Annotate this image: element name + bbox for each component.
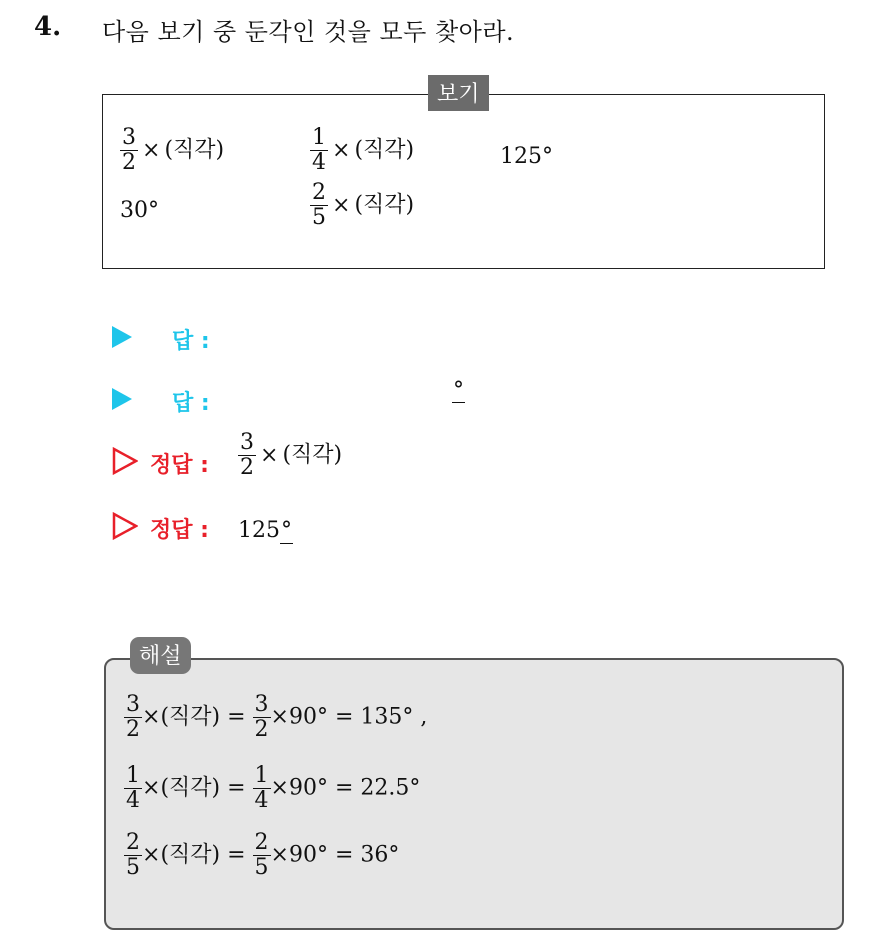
bogi-label: 보기 — [428, 75, 489, 111]
bogi-item-1: $\frac{3}{2}$ × (직각) — [122, 125, 225, 175]
fraction: $\frac{2}{5}$ — [126, 830, 140, 880]
correct-answer-1: $\frac{3}{2}$ × (직각) — [240, 430, 343, 480]
bogi-item-2: $\frac{1}{4}$ × (직각) — [312, 125, 415, 175]
fraction: $\frac{2}{5}$ — [312, 180, 326, 230]
answer-degree-unit: ° — [453, 378, 464, 403]
explanation-label: 해설 — [130, 637, 191, 674]
fraction: $\frac{2}{5}$ — [254, 830, 269, 880]
question-text: 다음 보기 중 둔각인 것을 모두 찾아라. — [102, 18, 515, 46]
correct-label-1: 정답 : — [150, 453, 209, 478]
fraction: $\frac{1}{4}$ — [126, 763, 140, 813]
explanation-line-3: $\frac{2}{5}$ ×(직각) = $\frac{2}{5}$ ×90° = 36° — [126, 830, 400, 880]
fraction: $\frac{3}{2}$ — [254, 692, 269, 742]
correct-label-2: 정답 : — [150, 518, 209, 543]
explanation-line-2: $\frac{1}{4}$ ×(직각) = $\frac{1}{4}$ ×90° = 22.5° — [126, 763, 421, 813]
answer-arrow-icon — [112, 326, 132, 348]
explanation-line-1: $\frac{3}{2}$ ×(직각) = $\frac{3}{2}$ ×90° = 135° , — [126, 692, 428, 742]
bogi-item-3: 125° — [500, 144, 553, 169]
fraction: $\frac{1}{4}$ — [254, 763, 269, 813]
correct-answer-2: 125° — [238, 518, 292, 543]
correct-arrow-icon — [112, 512, 138, 540]
fraction: $\frac{3}{2}$ — [240, 430, 254, 480]
answer-label-2: 답 : — [172, 391, 210, 416]
bogi-item-5: $\frac{2}{5}$ × (직각) — [312, 180, 415, 230]
bogi-item-4: 30° — [120, 198, 159, 223]
fraction: $\frac{1}{4}$ — [312, 125, 326, 175]
answer-arrow-icon — [112, 388, 132, 410]
question-number: 4. — [34, 12, 62, 42]
answer-label-1: 답 : — [172, 329, 210, 354]
fraction: $\frac{3}{2}$ — [122, 125, 136, 175]
correct-arrow-icon — [112, 447, 138, 475]
fraction: $\frac{3}{2}$ — [126, 692, 140, 742]
bogi-box — [102, 94, 825, 269]
